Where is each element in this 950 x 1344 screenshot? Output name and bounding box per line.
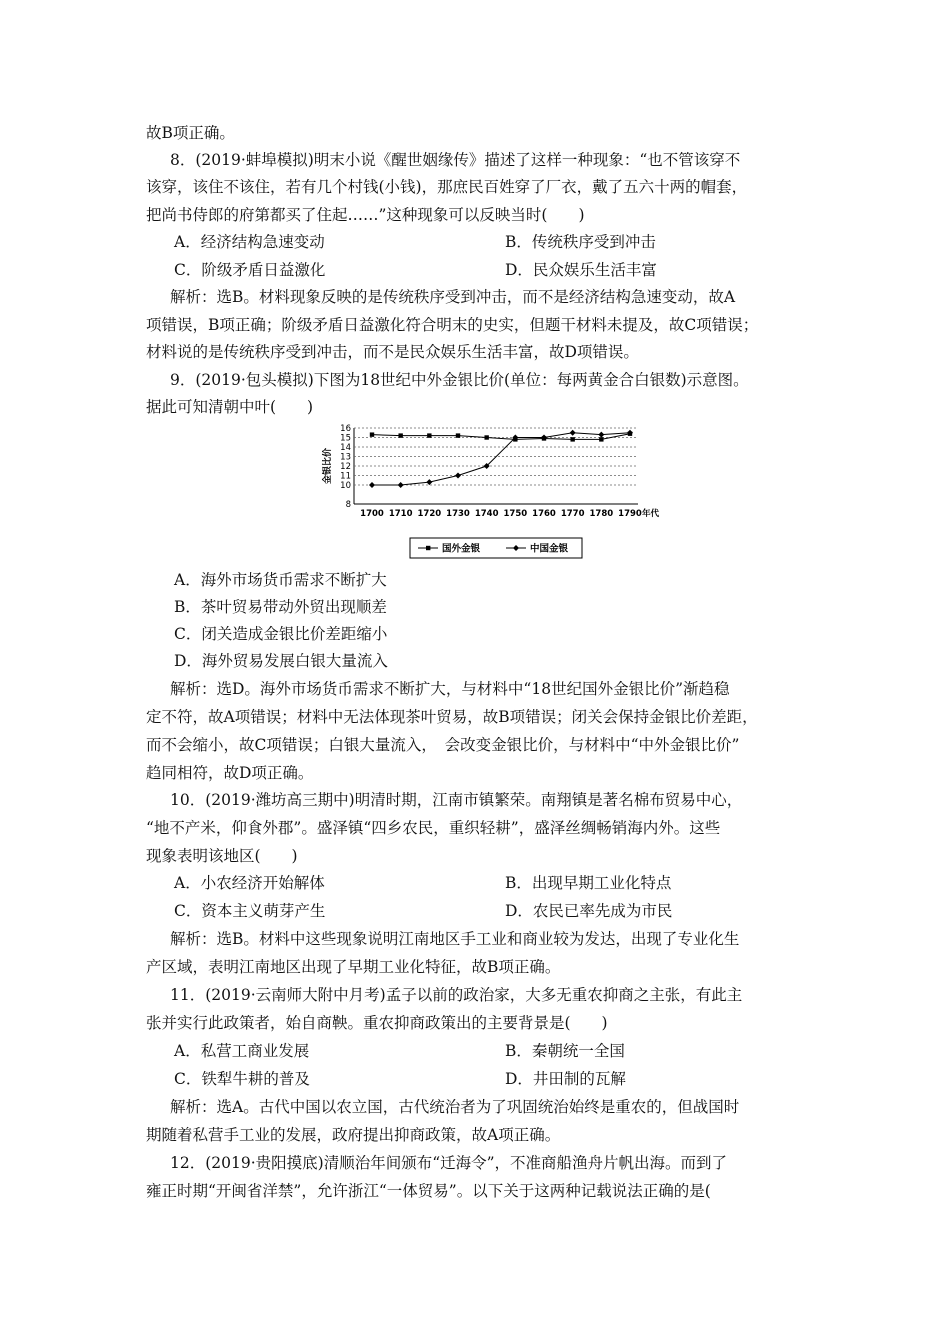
question-11-stem: 11．(2019·云南师大附中月考)孟子以前的政治家，大多无重农抑商之主张，有此主 (170, 986, 743, 1004)
question-12-stem: 雍正时期“开闽省洋禁”，允许浙江“一体贸易”。以下关于这两种记载说法正确的是( (146, 1182, 711, 1200)
data-point-square (484, 435, 488, 439)
data-point-diamond (426, 479, 432, 485)
gold-silver-ratio-chart (320, 420, 665, 568)
series-line-1 (372, 434, 630, 440)
legend-label: 国外金银 (442, 543, 481, 555)
series-line-2 (372, 433, 630, 485)
question-10-option-c: C．资本主义萌芽产生 (174, 902, 326, 920)
question-9-option-a: A．海外市场货币需求不断扩大 (174, 571, 387, 589)
data-point-diamond (570, 430, 576, 436)
legend-label: 中国金银 (530, 543, 569, 555)
question-9-stem: 9．(2019·包头模拟)下图为18世纪中外金银比价(单位：每两黄金合白银数)示意图。 (170, 371, 749, 389)
data-point-diamond (369, 482, 375, 488)
question-11-stem: 张并实行此政策者，始自商鞅。重农抑商政策出的主要背景是( ) (146, 1014, 608, 1032)
question-10-option-b: B．出现早期工业化特点 (505, 874, 672, 892)
question-9-stem: 据此可知清朝中叶( ) (146, 398, 314, 416)
question-8-stem: 把尚书侍郎的府第都买了住起……”这种现象可以反映当时( ) (146, 206, 585, 224)
x-tick-label: 1770 (560, 509, 585, 519)
data-point-diamond (598, 432, 604, 438)
x-tick-label: 1790 (618, 509, 642, 519)
question-11-option-a: A．私营工商业发展 (174, 1042, 310, 1060)
data-point-square (398, 433, 402, 437)
x-tick-label: 1720 (417, 509, 442, 519)
text-line: 故B项正确。 (146, 124, 235, 142)
question-10-stem: 现象表明该地区( ) (146, 847, 298, 865)
question-10-stem: “地不产米，仰食外郡”。盛泽镇“四乡农民，重织轻耕”，盛泽丝绸畅销海内外。这些 (146, 819, 721, 837)
question-8-option-c: C．阶级矛盾日益激化 (174, 261, 326, 279)
question-8-option-d: D．民众娱乐生活丰富 (505, 261, 657, 279)
data-point-diamond (455, 473, 461, 479)
data-point-square (427, 433, 431, 437)
y-tick-label: 14 (340, 443, 351, 453)
question-8-option-b: B．传统秩序受到冲击 (505, 233, 656, 251)
data-point-square (570, 437, 574, 441)
question-11-answer: 期随着私营手工业的发展，政府提出抑商政策，故A项正确。 (146, 1126, 561, 1144)
x-tick-label: 1780 (589, 509, 614, 519)
y-tick-label: 10 (340, 481, 351, 491)
question-9-answer: 趋同相符，故D项正确。 (146, 764, 314, 782)
question-10-option-d: D．农民已率先成为市民 (505, 902, 673, 920)
question-9-option-d: D．海外贸易发展白银大量流入 (174, 652, 388, 670)
question-9-answer: 解析：选D。海外市场货币需求不断扩大，与材料中“18世纪国外金银比价”渐趋稳 (170, 680, 730, 698)
x-tick-label: 1760 (532, 509, 556, 519)
question-11-answer: 解析：选A。古代中国以农立国，古代统治者为了巩固统治始终是重农的，但战国时 (170, 1098, 740, 1116)
chart-svg (320, 420, 665, 568)
y-axis-label: 金银比价 (323, 447, 333, 485)
question-8-stem: 该穿，该住不该住，若有几个村钱(小钱)，那庶民百姓穿了厂衣，戴了五六十两的帽套， (146, 178, 748, 196)
y-tick-label: 15 (340, 433, 351, 444)
data-point-square (456, 433, 460, 437)
data-point-square (599, 437, 603, 441)
y-tick-label: 16 (340, 424, 351, 434)
question-9-option-b: B．茶叶贸易带动外贸出现顺差 (174, 598, 387, 616)
data-point-square (370, 432, 374, 436)
x-tick-label: 1710 (388, 509, 413, 519)
question-11-option-d: D．井田制的瓦解 (505, 1070, 626, 1088)
question-10-answer: 解析：选B。材料中这些现象说明江南地区手工业和商业较为发达，出现了专业化生 (170, 930, 740, 948)
x-tick-label: 1700 (360, 509, 384, 519)
y-tick-label: 8 (345, 500, 351, 510)
question-12-stem: 12．(2019·贵阳摸底)清顺治年间颁布“迁海令”，不准商船渔舟片帆出海。而到了 (170, 1154, 728, 1172)
question-10-answer: 产区域，表明江南地区出现了早期工业化特征，故B项正确。 (146, 958, 561, 976)
y-tick-label: 12 (340, 462, 351, 472)
legend-marker-square (426, 546, 430, 550)
x-tick-label: 1750 (503, 509, 528, 519)
question-8-answer: 解析：选B。材料现象反映的是传统秩序受到冲击，而不是经济结构急速变动，故A (170, 288, 736, 306)
y-tick-label: 11 (340, 471, 351, 482)
question-11-option-b: B．秦朝统一全国 (505, 1042, 625, 1060)
question-8-answer: 项错误，B项正确；阶级矛盾日益激化符合明末的史实，但题干材料未提及，故C项错误； (146, 316, 759, 334)
question-9-answer: 而不会缩小，故C项错误；白银大量流入， 会改变金银比价，与材料中“中外金银比价” (146, 736, 740, 754)
question-10-stem: 10．(2019·潍坊高三期中)明清时期，江南市镇繁荣。南翔镇是著名棉布贸易中心， (170, 791, 743, 809)
question-9-option-c: C．闭关造成金银比价差距缩小 (174, 625, 388, 643)
question-11-option-c: C．铁犁牛耕的普及 (174, 1070, 310, 1088)
data-point-diamond (398, 482, 404, 488)
x-tick-label: 1740 (474, 509, 499, 519)
question-9-answer: 定不符，故A项错误；材料中无法体现茶叶贸易，故B项错误；闭关会保持金银比价差距， (146, 708, 758, 726)
question-10-option-a: A．小农经济开始解体 (174, 874, 325, 892)
x-axis-label: 年代 (642, 509, 660, 519)
question-8-option-a: A．经济结构急速变动 (174, 233, 325, 251)
legend-marker-diamond (513, 545, 519, 551)
y-tick-label: 13 (340, 452, 351, 463)
question-8-stem: 8．(2019·蚌埠模拟)明末小说《醒世姻缘传》描述了这样一种现象：“也不管该穿不 (170, 151, 741, 169)
question-8-answer: 材料说的是传统秩序受到冲击，而不是民众娱乐生活丰富，故D项错误。 (146, 343, 639, 361)
x-tick-label: 1730 (446, 509, 470, 519)
